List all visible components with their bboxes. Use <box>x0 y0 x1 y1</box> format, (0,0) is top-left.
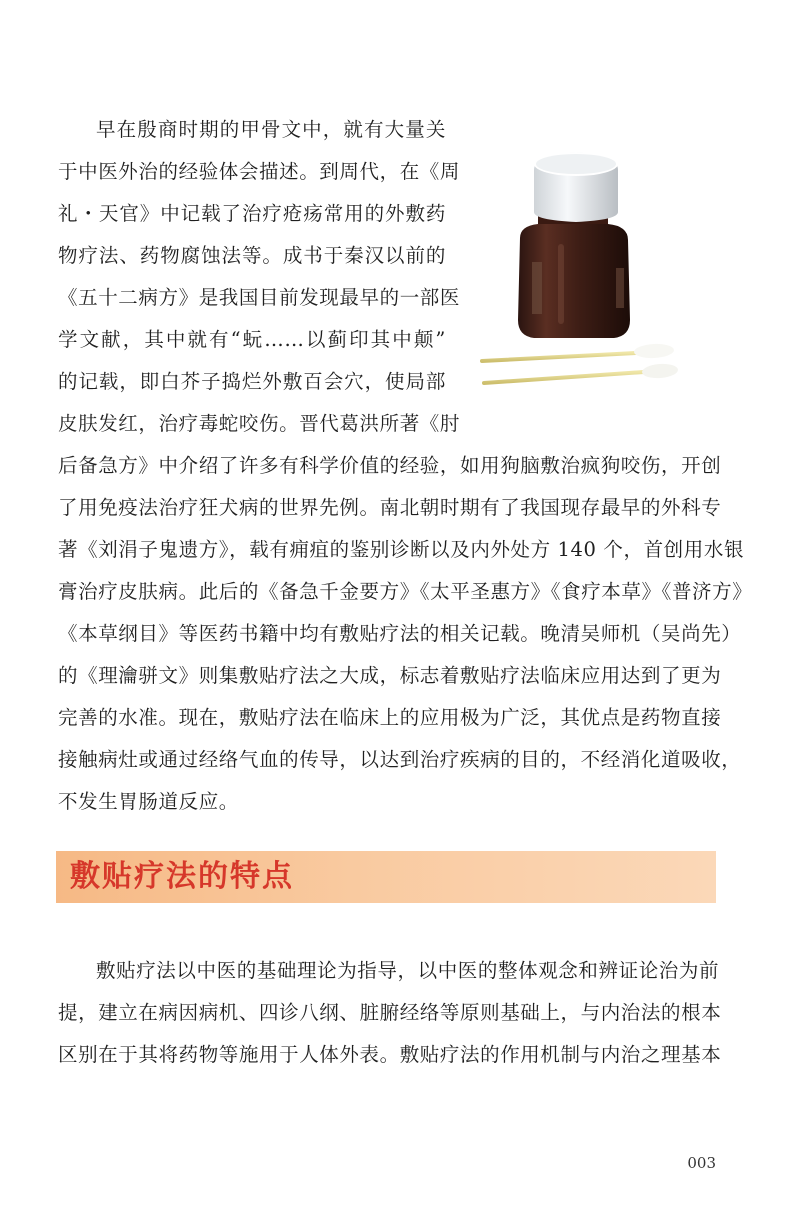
text-line: 了用免疫法治疗狂犬病的世界先例。南北朝时期有了我国现存最早的外科专 <box>58 496 722 519</box>
page-number: 003 <box>687 1154 716 1172</box>
text-line: 《五十二病方》是我国目前发现最早的一部医 <box>58 286 461 309</box>
text-line: 的记载，即白芥子捣烂外敷百会穴，使局部 <box>58 370 446 393</box>
text-line: 著《刘涓子鬼遗方》，载有痈疽的鉴别诊断以及内外处方 140 个，首创用水银 <box>58 538 745 561</box>
text-line: 早在殷商时期的甲骨文中，就有大量关 <box>96 118 446 141</box>
text-line: 不发生胃肠道反应。 <box>58 790 239 813</box>
text-line: 提，建立在病因病机、四诊八纲、脏腑经络等原则基础上，与内治法的根本 <box>58 1001 722 1024</box>
text-line: 物疗法、药物腐蚀法等。成书于秦汉以前的 <box>58 244 446 267</box>
text-line: 《本草纲目》等医药书籍中均有敷贴疗法的相关记载。晚清吴师机（吴尚先） <box>58 622 742 645</box>
medicine-photo <box>476 140 682 396</box>
text-line: 完善的水准。现在，敷贴疗法在临床上的应用极为广泛，其优点是药物直接 <box>58 706 722 729</box>
section-title: 敷贴疗法的特点 <box>70 859 294 894</box>
text-line: 礼・天官》中记载了治疗疮疡常用的外敷药 <box>58 202 446 225</box>
medicine-bottle-icon <box>476 140 682 396</box>
text-line: 于中医外治的经验体会描述。到周代，在《周 <box>58 160 461 183</box>
text-line: 皮肤发红，治疗毒蛇咬伤。晋代葛洪所著《肘 <box>58 412 461 435</box>
text-line: 的《理瀹骈文》则集敷贴疗法之大成，标志着敷贴疗法临床应用达到了更为 <box>58 664 722 687</box>
text-line: 膏治疗皮肤病。此后的《备急千金要方》《太平圣惠方》《食疗本草》《普济方》 <box>58 580 753 603</box>
text-line: 接触病灶或通过经络气血的传导，以达到治疗疾病的目的，不经消化道吸收， <box>58 748 742 771</box>
cotton-swab-icon <box>482 343 674 361</box>
text-line: 敷贴疗法以中医的基础理论为指导，以中医的整体观念和辨证论治为前 <box>96 959 720 982</box>
text-line: 后备急方》中介绍了许多有科学价值的经验，如用狗脑敷治疯狗咬伤，开创 <box>58 454 722 477</box>
section-heading-bar <box>56 851 716 903</box>
text-line: 学文献，其中就有“蚖……以蓟印其中颠” <box>58 328 446 351</box>
text-line: 区别在于其将药物等施用于人体外表。敷贴疗法的作用机制与内治之理基本 <box>58 1043 722 1066</box>
